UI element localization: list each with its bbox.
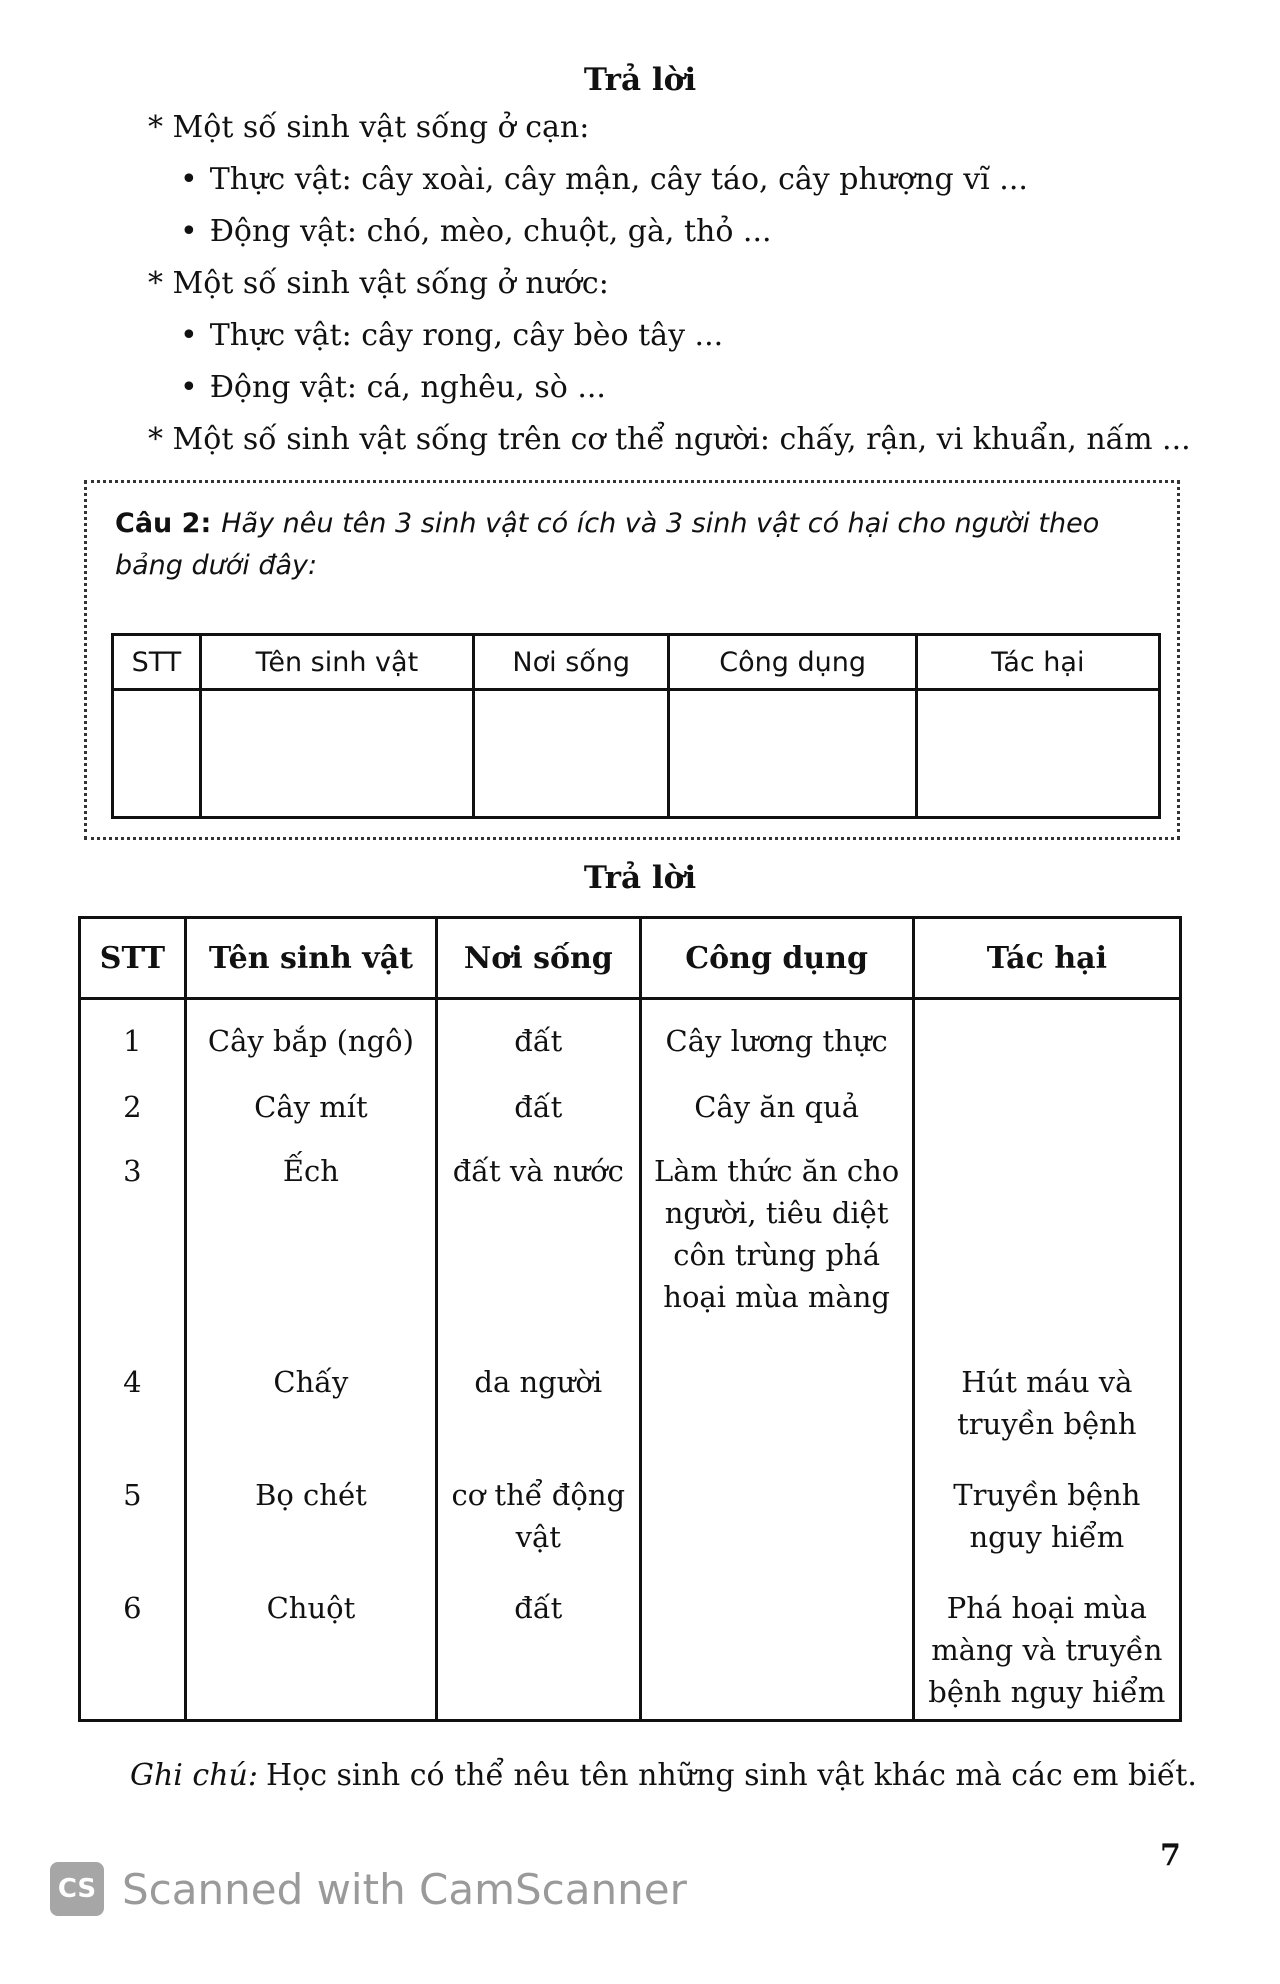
cell-stt: 3 [80, 1144, 186, 1356]
q-header-name: Tên sinh vật [200, 635, 473, 690]
cell-use [640, 1468, 913, 1581]
cell-name: Chấy [185, 1355, 436, 1468]
table-row [80, 1144, 1181, 1356]
page-number: 7 [1160, 1838, 1181, 1873]
q-header-habitat: Nơi sống [473, 635, 668, 690]
q-blank-row [113, 690, 1160, 818]
note-text: Học sinh có thể nêu tên những sinh vật khác mà các em biết. [265, 1758, 1197, 1793]
question-2-prompt: Hãy nêu tên 3 sinh vật có ích và 3 sinh vật có hại cho người theo bảng dưới đây: [115, 508, 1100, 581]
cell-habitat: đất và nước [437, 1144, 640, 1356]
cell-name: Chuột [185, 1581, 436, 1721]
cell-name: Cây bắp (ngô) [185, 999, 436, 1081]
cell-habitat: đất [437, 1581, 640, 1721]
cell-harm: Phá hoại mùa màng và truyền bệnh nguy hiểm [913, 1581, 1180, 1721]
cell-stt: 5 [80, 1468, 186, 1581]
water-organisms-title: * Một số sinh vật sống ở nước: [148, 266, 609, 301]
answer-2-table [78, 916, 1182, 1722]
body-organisms: * Một số sinh vật sống trên cơ thể người: chấy, rận, vi khuẩn, nấm ... [148, 422, 1191, 457]
note [130, 1758, 1197, 1793]
cell-use: Làm thức ăn cho người, tiêu diệt côn trùng phá hoại mùa màng [640, 1144, 913, 1356]
cell-use [640, 1581, 913, 1721]
cell-harm [913, 1080, 1180, 1143]
q-header-harm: Tác hại [916, 635, 1159, 690]
question-2-label: Câu 2: [115, 508, 212, 539]
cell-harm [913, 1144, 1180, 1356]
land-animals: • Động vật: chó, mèo, chuột, gà, thỏ ... [180, 214, 772, 249]
answer-1-heading: Trả lời [583, 62, 697, 98]
cell-stt: 6 [80, 1581, 186, 1721]
camscanner-watermark [50, 1862, 687, 1916]
cell-stt: 2 [80, 1080, 186, 1143]
header-habitat: Nơi sống [437, 918, 640, 999]
camscanner-logo-icon: CS [50, 1862, 104, 1916]
cell-harm: Hút máu và truyền bệnh [913, 1355, 1180, 1468]
water-plants: • Thực vật: cây rong, cây bèo tây ... [180, 318, 723, 353]
question-2-text [115, 503, 1155, 587]
cell-use [640, 1355, 913, 1468]
table-row [80, 999, 1181, 1081]
cell-stt: 1 [80, 999, 186, 1081]
cell-name: Ếch [185, 1144, 436, 1356]
cell-name: Cây mít [185, 1080, 436, 1143]
table-row [80, 1355, 1181, 1468]
cell-habitat: cơ thể động vật [437, 1468, 640, 1581]
table-row [80, 1581, 1181, 1721]
question-2-table [111, 633, 1161, 819]
cell-habitat: đất [437, 1080, 640, 1143]
cell-harm: Truyền bệnh nguy hiểm [913, 1468, 1180, 1581]
header-use: Công dụng [640, 918, 913, 999]
table-row [80, 1080, 1181, 1143]
water-animals: • Động vật: cá, nghêu, sò ... [180, 370, 606, 405]
q-header-stt: STT [113, 635, 201, 690]
cell-stt: 4 [80, 1355, 186, 1468]
question-2-box [84, 480, 1180, 840]
note-label: Ghi chú: [130, 1758, 258, 1793]
cell-name: Bọ chét [185, 1468, 436, 1581]
header-stt: STT [80, 918, 186, 999]
cell-habitat: da người [437, 1355, 640, 1468]
cell-use: Cây lương thực [640, 999, 913, 1081]
header-harm: Tác hại [913, 918, 1180, 999]
land-organisms-title: * Một số sinh vật sống ở cạn: [148, 110, 590, 145]
watermark-text: Scanned with CamScanner [122, 1864, 687, 1914]
cell-harm [913, 999, 1180, 1081]
table-row [80, 1468, 1181, 1581]
land-plants: • Thực vật: cây xoài, cây mận, cây táo, cây phượng vĩ ... [180, 162, 1028, 197]
cell-use: Cây ăn quả [640, 1080, 913, 1143]
cell-habitat: đất [437, 999, 640, 1081]
header-name: Tên sinh vật [185, 918, 436, 999]
q-header-use: Công dụng [669, 635, 916, 690]
answer-2-heading: Trả lời [583, 860, 697, 896]
